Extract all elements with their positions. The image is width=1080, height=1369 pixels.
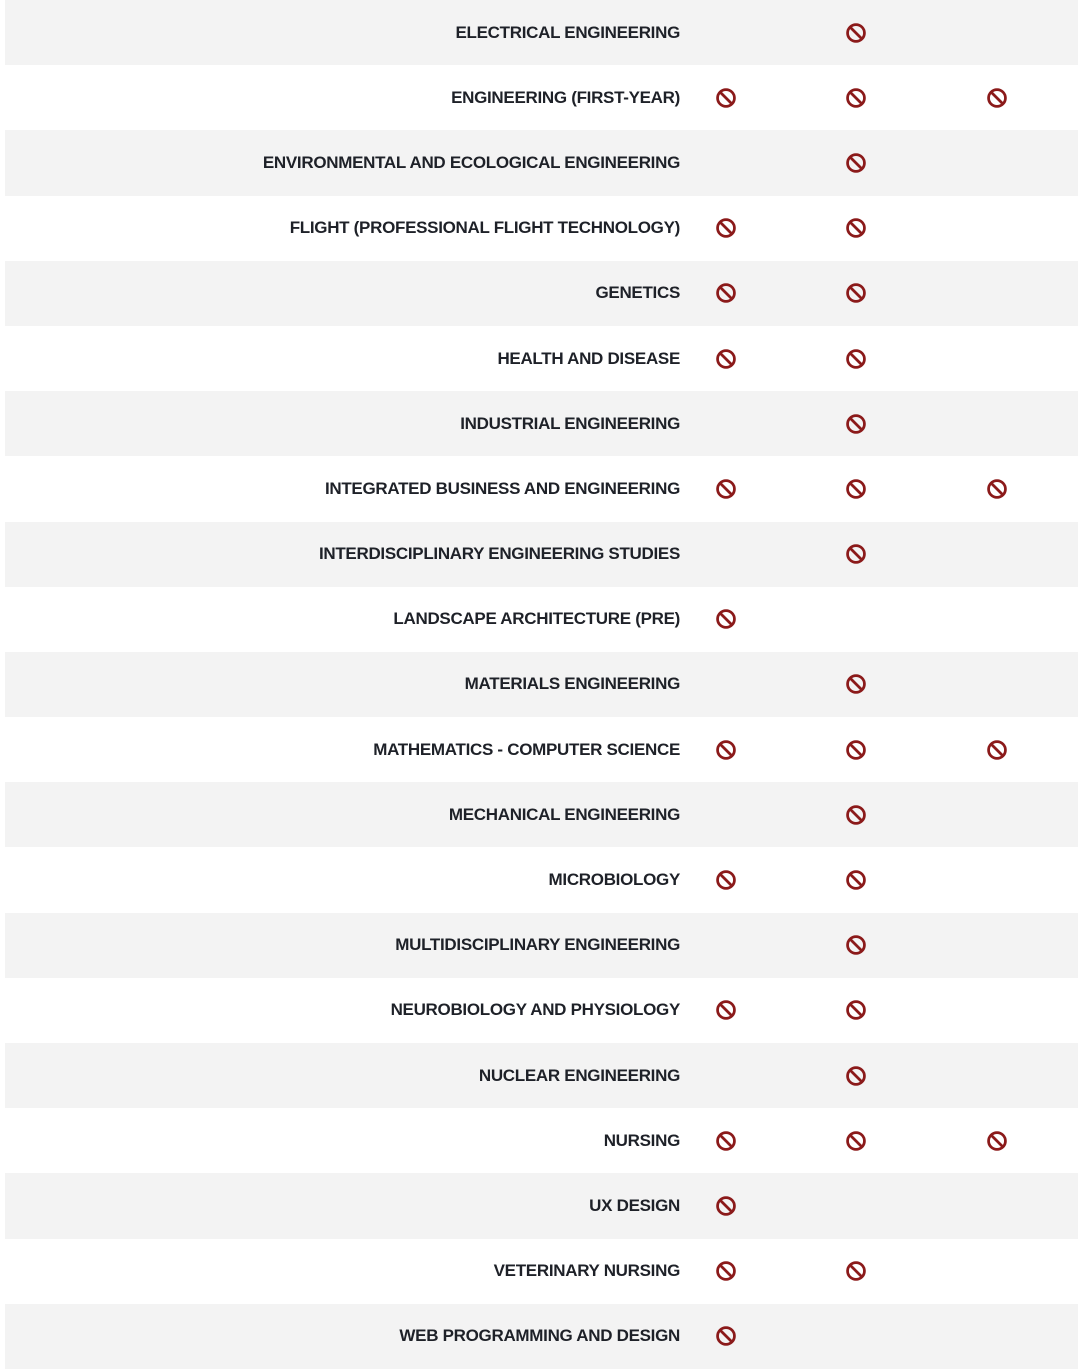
column-2-cell xyxy=(836,847,876,912)
column-2-cell xyxy=(836,326,876,391)
table-row xyxy=(5,913,1078,978)
program-name: LANDSCAPE ARCHITECTURE (PRE) xyxy=(393,609,680,629)
column-1-cell xyxy=(706,1239,746,1304)
column-3-cell xyxy=(977,1304,1017,1369)
program-name: INDUSTRIAL ENGINEERING xyxy=(460,413,680,433)
column-3-cell xyxy=(977,456,1017,521)
table-row xyxy=(5,1108,1078,1173)
column-1-cell xyxy=(706,652,746,717)
program-name: VETERINARY NURSING xyxy=(493,1261,680,1281)
prohibited-icon xyxy=(845,87,867,109)
table-row xyxy=(5,0,1078,65)
prohibited-icon xyxy=(845,478,867,500)
column-3-cell xyxy=(977,261,1017,326)
prohibited-icon xyxy=(845,934,867,956)
column-3-cell xyxy=(977,1173,1017,1238)
column-2-cell xyxy=(836,978,876,1043)
program-name: MATERIALS ENGINEERING xyxy=(464,674,680,694)
prohibited-icon xyxy=(845,543,867,565)
prohibited-icon xyxy=(845,1130,867,1152)
prohibited-icon xyxy=(845,739,867,761)
program-name: ENGINEERING (FIRST-YEAR) xyxy=(451,87,680,107)
prohibited-icon xyxy=(715,608,737,630)
column-3-cell xyxy=(977,1043,1017,1108)
program-name: FLIGHT (PROFESSIONAL FLIGHT TECHNOLOGY) xyxy=(289,218,680,238)
prohibited-icon xyxy=(715,1130,737,1152)
prohibited-icon xyxy=(986,87,1008,109)
program-name: WEB PROGRAMMING AND DESIGN xyxy=(399,1326,680,1346)
prohibited-icon xyxy=(715,478,737,500)
prohibited-icon xyxy=(715,1325,737,1347)
program-name: ELECTRICAL ENGINEERING xyxy=(455,22,680,42)
program-name: NEUROBIOLOGY AND PHYSIOLOGY xyxy=(390,1000,680,1020)
column-2-cell xyxy=(836,652,876,717)
prohibited-icon xyxy=(845,673,867,695)
table-row xyxy=(5,456,1078,521)
prohibited-icon xyxy=(715,1260,737,1282)
column-2-cell xyxy=(836,587,876,652)
column-1-cell xyxy=(706,130,746,195)
column-3-cell xyxy=(977,196,1017,261)
prohibited-icon xyxy=(986,478,1008,500)
column-1-cell xyxy=(706,65,746,130)
table-row xyxy=(5,130,1078,195)
table-row xyxy=(5,65,1078,130)
column-1-cell xyxy=(706,196,746,261)
column-3-cell xyxy=(977,782,1017,847)
prohibited-icon xyxy=(715,348,737,370)
prohibited-icon xyxy=(715,282,737,304)
prohibited-icon xyxy=(845,348,867,370)
column-3-cell xyxy=(977,1239,1017,1304)
program-table xyxy=(5,0,1078,1369)
column-1-cell xyxy=(706,391,746,456)
column-1-cell xyxy=(706,587,746,652)
column-1-cell xyxy=(706,522,746,587)
prohibited-icon xyxy=(986,739,1008,761)
program-name: NUCLEAR ENGINEERING xyxy=(478,1065,680,1085)
column-2-cell xyxy=(836,1304,876,1369)
column-1-cell xyxy=(706,1043,746,1108)
program-name: INTERDISCIPLINARY ENGINEERING STUDIES xyxy=(318,544,680,564)
column-3-cell xyxy=(977,0,1017,65)
table-row xyxy=(5,847,1078,912)
column-1-cell xyxy=(706,456,746,521)
table-row xyxy=(5,1043,1078,1108)
column-3-cell xyxy=(977,652,1017,717)
column-2-cell xyxy=(836,456,876,521)
program-name: MICROBIOLOGY xyxy=(548,870,680,890)
column-3-cell xyxy=(977,587,1017,652)
table-row xyxy=(5,652,1078,717)
column-2-cell xyxy=(836,1108,876,1173)
program-name: UX DESIGN xyxy=(589,1195,680,1215)
column-1-cell xyxy=(706,0,746,65)
column-1-cell xyxy=(706,782,746,847)
table-row xyxy=(5,587,1078,652)
program-name: ENVIRONMENTAL AND ECOLOGICAL ENGINEERING xyxy=(262,152,680,172)
column-1-cell xyxy=(706,1173,746,1238)
column-3-cell xyxy=(977,913,1017,978)
column-2-cell xyxy=(836,1043,876,1108)
column-3-cell xyxy=(977,130,1017,195)
column-2-cell xyxy=(836,717,876,782)
column-3-cell xyxy=(977,717,1017,782)
column-2-cell xyxy=(836,196,876,261)
prohibited-icon xyxy=(845,22,867,44)
column-1-cell xyxy=(706,1108,746,1173)
program-name: HEALTH AND DISEASE xyxy=(497,348,680,368)
program-name: NURSING xyxy=(603,1130,680,1150)
table-row xyxy=(5,391,1078,456)
column-3-cell xyxy=(977,522,1017,587)
program-name: GENETICS xyxy=(595,283,680,303)
prohibited-icon xyxy=(845,1065,867,1087)
prohibited-icon xyxy=(715,999,737,1021)
column-1-cell xyxy=(706,717,746,782)
column-2-cell xyxy=(836,261,876,326)
prohibited-icon xyxy=(845,152,867,174)
table-row xyxy=(5,196,1078,261)
prohibited-icon xyxy=(845,869,867,891)
column-1-cell xyxy=(706,978,746,1043)
table-row xyxy=(5,261,1078,326)
table-row xyxy=(5,522,1078,587)
column-3-cell xyxy=(977,391,1017,456)
table-row xyxy=(5,1173,1078,1238)
prohibited-icon xyxy=(845,282,867,304)
column-2-cell xyxy=(836,522,876,587)
program-name: MULTIDISCIPLINARY ENGINEERING xyxy=(395,935,680,955)
prohibited-icon xyxy=(715,217,737,239)
column-1-cell xyxy=(706,913,746,978)
column-3-cell xyxy=(977,326,1017,391)
column-1-cell xyxy=(706,1304,746,1369)
prohibited-icon xyxy=(715,869,737,891)
column-2-cell xyxy=(836,130,876,195)
column-2-cell xyxy=(836,391,876,456)
prohibited-icon xyxy=(715,739,737,761)
column-2-cell xyxy=(836,913,876,978)
column-1-cell xyxy=(706,847,746,912)
program-name: MATHEMATICS - COMPUTER SCIENCE xyxy=(373,739,680,759)
column-1-cell xyxy=(706,326,746,391)
table-row xyxy=(5,326,1078,391)
prohibited-icon xyxy=(845,217,867,239)
column-2-cell xyxy=(836,65,876,130)
table-row xyxy=(5,1239,1078,1304)
prohibited-icon xyxy=(845,1260,867,1282)
column-1-cell xyxy=(706,261,746,326)
table-row xyxy=(5,782,1078,847)
prohibited-icon xyxy=(845,413,867,435)
column-2-cell xyxy=(836,782,876,847)
program-name: INTEGRATED BUSINESS AND ENGINEERING xyxy=(324,478,680,498)
table-row xyxy=(5,717,1078,782)
prohibited-icon xyxy=(715,87,737,109)
table-row xyxy=(5,1304,1078,1369)
prohibited-icon xyxy=(845,999,867,1021)
column-2-cell xyxy=(836,1239,876,1304)
column-2-cell xyxy=(836,1173,876,1238)
column-3-cell xyxy=(977,978,1017,1043)
column-3-cell xyxy=(977,1108,1017,1173)
prohibited-icon xyxy=(845,804,867,826)
prohibited-icon xyxy=(715,1195,737,1217)
column-2-cell xyxy=(836,0,876,65)
prohibited-icon xyxy=(986,1130,1008,1152)
column-3-cell xyxy=(977,847,1017,912)
program-name: MECHANICAL ENGINEERING xyxy=(448,804,680,824)
column-3-cell xyxy=(977,65,1017,130)
table-row xyxy=(5,978,1078,1043)
